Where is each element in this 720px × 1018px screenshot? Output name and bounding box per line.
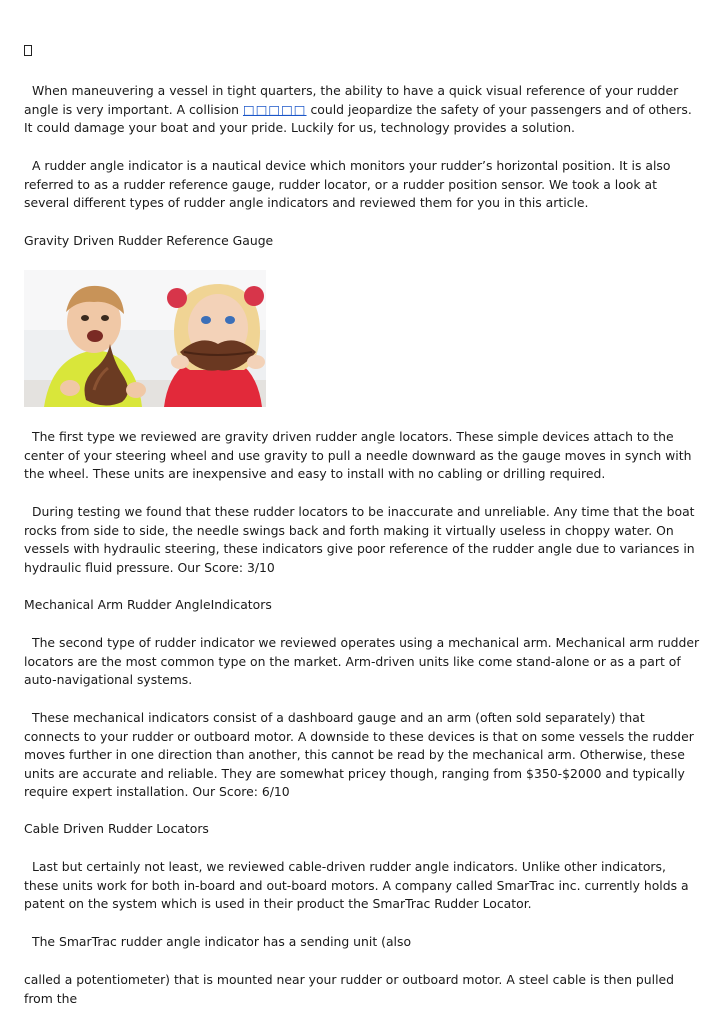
collision-link[interactable]: □□□□□ bbox=[242, 101, 307, 117]
section-heading-cable: Cable Driven Rudder Locators bbox=[24, 821, 209, 836]
potentiometer-paragraph: called a potentiometer) that is mounted near your rudder or outboard motor. A steel cable is then pulled from the bbox=[24, 972, 674, 1006]
missing-glyph-box bbox=[24, 45, 32, 56]
intro-paragraph bbox=[24, 82, 700, 138]
intro-text-after-link: could jeopardize the safety of your passengers and of others. It could damage your boat and your pride. Luckily for us, technology provides a solution. bbox=[24, 101, 692, 136]
cable-description-paragraph: Last but certainly not least, we reviewed cable-driven rudder angle indicators. Unlike other indicators, these units work for both in-board and out-board motors. A company called SmarTrac inc. currently holds a patent on the system which is used in their product the SmarTrac Rudder Locator. bbox=[24, 859, 689, 912]
definition-paragraph: A rudder angle indicator is a nautical device which monitors your rudder’s horizontal position. It is also referred to as a rudder reference gauge, rudder locator, or a rudder position sensor. We took a look at several different types of rudder angle indicators and reviewed them for you in this article. bbox=[24, 158, 671, 211]
gravity-testing-paragraph: During testing we found that these rudder locators to be inaccurate and unreliable. Any time that the boat rocks from side to side, the needle swings back and forth making it virtually useless in choppy water. On vessels with hydraulic steering, these indicators give poor reference of the rudder angle due to variances in hydraulic fluid pressure. Our Score: 3/10 bbox=[24, 504, 695, 575]
section-heading-mechanical: Mechanical Arm Rudder AngleIndicators bbox=[24, 597, 272, 612]
mechanical-details-paragraph: These mechanical indicators consist of a dashboard gauge and an arm (often sold separately) that connects to your rudder or outboard motor. A downside to these devices is that on some vessels the rudder moves further in one direction than another, this cannot be read by the mechanical arm. Otherwise, these units are accurate and reliable. They are somewhat pricey though, ranging from $350-$2000 and typically require expert installation. Our Score: 6/10 bbox=[24, 710, 694, 800]
children-photo-illustration bbox=[24, 270, 266, 407]
smartrac-paragraph: The SmarTrac rudder angle indicator has a sending unit (also bbox=[32, 934, 412, 949]
section-heading-gravity: Gravity Driven Rudder Reference Gauge bbox=[24, 233, 274, 248]
gravity-description-paragraph: The first type we reviewed are gravity driven rudder angle locators. These simple devices attach to the center of your steering wheel and use gravity to pull a needle downward as the gauge moves in synch with the wheel. These units are inexpensive and easy to install with no cabling or drilling required. bbox=[24, 429, 692, 482]
children-photo bbox=[24, 270, 266, 407]
intro-text-before-link: When maneuvering a vessel in tight quarters, the ability to have a quick visual reference of your rudder angle is very important. A collision bbox=[24, 83, 679, 117]
mechanical-description-paragraph: The second type of rudder indicator we reviewed operates using a mechanical arm. Mechanical arm rudder locators are the most common type on the market. Arm-driven units like come stand-alone or as a part of auto-navigational systems. bbox=[24, 635, 700, 688]
